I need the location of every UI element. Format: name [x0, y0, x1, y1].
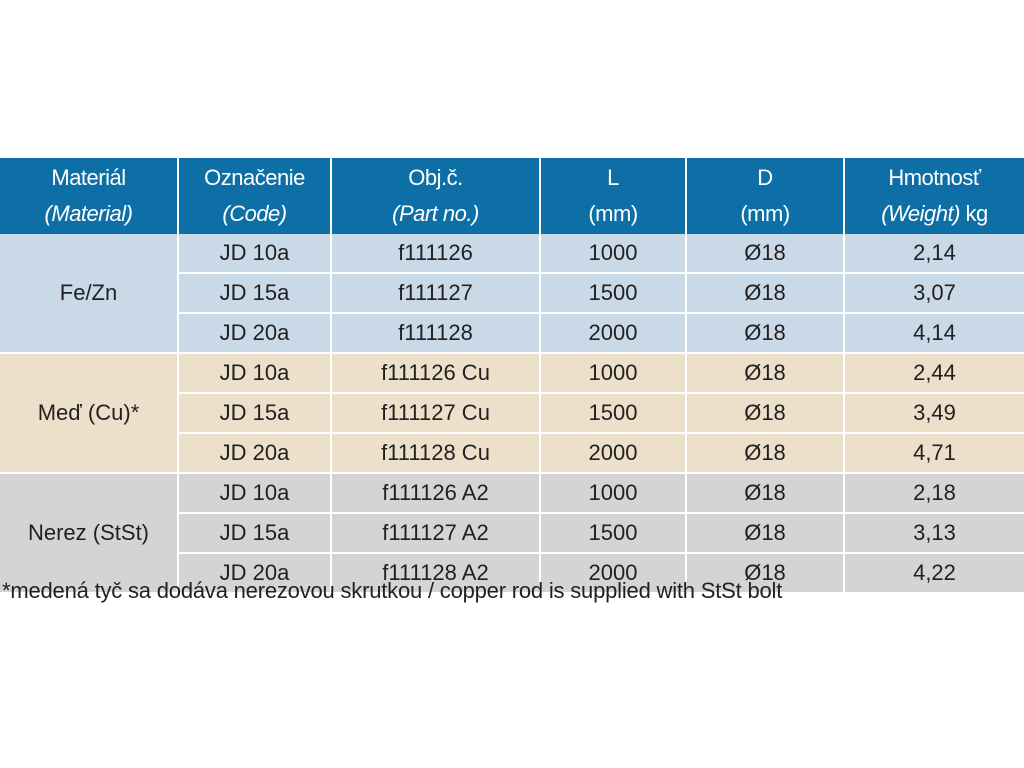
- diameter-cell: Ø18: [686, 353, 844, 393]
- part-number-cell: f111128 A2: [331, 553, 540, 593]
- header-part-main: Obj.č.: [408, 165, 463, 190]
- part-number-cell: f111126: [331, 234, 540, 273]
- code-cell: JD 10a: [178, 473, 331, 513]
- weight-cell: 2,18: [844, 473, 1024, 513]
- table-row: [0, 473, 1024, 513]
- length-cell: 2000: [540, 553, 686, 593]
- header-material: [0, 158, 178, 234]
- weight-cell: 4,22: [844, 553, 1024, 593]
- header-length-unit: (mm): [588, 201, 638, 226]
- table-header: [0, 158, 1024, 234]
- part-number-cell: f111128 Cu: [331, 433, 540, 473]
- weight-cell: 4,14: [844, 313, 1024, 353]
- length-cell: 2000: [540, 433, 686, 473]
- table-row: [0, 234, 1024, 273]
- weight-cell: 3,13: [844, 513, 1024, 553]
- header-row: [0, 158, 1024, 234]
- weight-cell: 3,49: [844, 393, 1024, 433]
- weight-cell: 2,14: [844, 234, 1024, 273]
- header-weight-unit: kg: [959, 201, 988, 226]
- length-cell: 1000: [540, 473, 686, 513]
- header-weight-sub: (Weight): [881, 201, 960, 226]
- header-length-main: L: [607, 165, 619, 190]
- diameter-cell: Ø18: [686, 473, 844, 513]
- header-part-sub: (Part no.): [392, 201, 479, 226]
- header-code-sub: (Code): [222, 201, 287, 226]
- diameter-cell: Ø18: [686, 273, 844, 313]
- header-diameter: [686, 158, 844, 234]
- code-cell: JD 20a: [178, 433, 331, 473]
- length-cell: 1000: [540, 234, 686, 273]
- diameter-cell: Ø18: [686, 313, 844, 353]
- header-code-main: Označenie: [204, 165, 305, 190]
- code-cell: JD 10a: [178, 353, 331, 393]
- table-body: [0, 234, 1024, 593]
- header-weight: [844, 158, 1024, 234]
- footnote: *medená tyč sa dodáva nerezovou skrutkou / copper rod is supplied with StSt bolt: [2, 578, 783, 603]
- table-row: [0, 353, 1024, 393]
- part-number-cell: f111127 A2: [331, 513, 540, 553]
- diameter-cell: Ø18: [686, 513, 844, 553]
- material-cell: Nerez (StSt): [0, 473, 178, 593]
- part-number-cell: f111126 Cu: [331, 353, 540, 393]
- code-cell: JD 10a: [178, 234, 331, 273]
- length-cell: 2000: [540, 313, 686, 353]
- spec-table: [0, 158, 1024, 594]
- part-number-cell: f111127: [331, 273, 540, 313]
- part-number-cell: f111126 A2: [331, 473, 540, 513]
- code-cell: JD 20a: [178, 313, 331, 353]
- header-diameter-unit: (mm): [740, 201, 790, 226]
- diameter-cell: Ø18: [686, 234, 844, 273]
- header-length: [540, 158, 686, 234]
- material-cell: Fe/Zn: [0, 234, 178, 353]
- length-cell: 1500: [540, 273, 686, 313]
- part-number-cell: f111128: [331, 313, 540, 353]
- header-code: [178, 158, 331, 234]
- code-cell: JD 15a: [178, 513, 331, 553]
- header-part-no: [331, 158, 540, 234]
- diameter-cell: Ø18: [686, 553, 844, 593]
- material-cell: Meď (Cu)*: [0, 353, 178, 473]
- length-cell: 1000: [540, 353, 686, 393]
- code-cell: JD 15a: [178, 393, 331, 433]
- header-material-sub: (Material): [44, 201, 133, 226]
- code-cell: JD 15a: [178, 273, 331, 313]
- weight-cell: 4,71: [844, 433, 1024, 473]
- header-material-main: Materiál: [51, 165, 126, 190]
- diameter-cell: Ø18: [686, 393, 844, 433]
- code-cell: JD 20a: [178, 553, 331, 593]
- length-cell: 1500: [540, 513, 686, 553]
- length-cell: 1500: [540, 393, 686, 433]
- diameter-cell: Ø18: [686, 433, 844, 473]
- weight-cell: 3,07: [844, 273, 1024, 313]
- part-number-cell: f111127 Cu: [331, 393, 540, 433]
- header-weight-main: Hmotnosť: [888, 165, 981, 190]
- header-diameter-main: D: [757, 165, 773, 190]
- weight-cell: 2,44: [844, 353, 1024, 393]
